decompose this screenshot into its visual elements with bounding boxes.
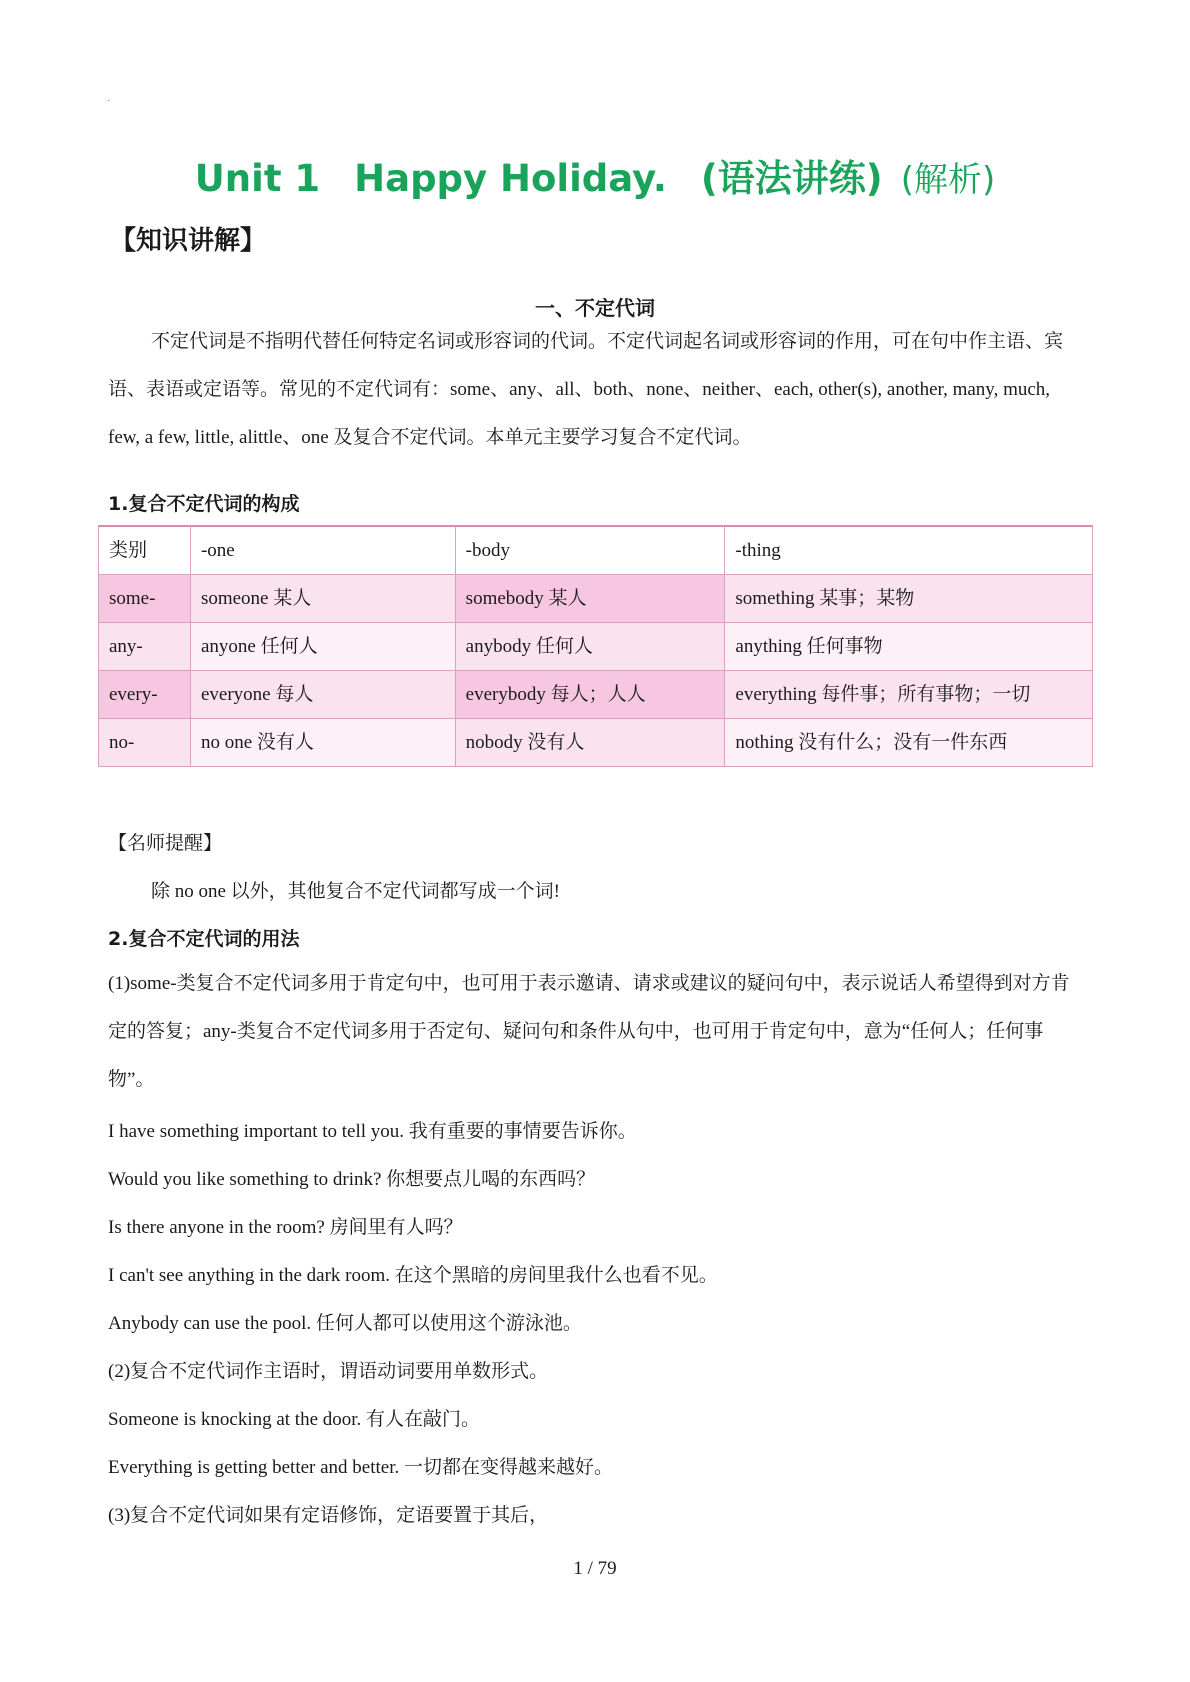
table-header-cell: -body: [455, 526, 725, 575]
table-row: [99, 575, 1093, 623]
title-light-suffix: (解析): [900, 160, 996, 200]
table-header-row: [99, 526, 1093, 575]
usage-paragraph-3: (3)复合不定代词如果有定语修饰，定语要置于其后，: [108, 1505, 549, 1526]
table-cell: something 某事；某物: [725, 575, 1093, 623]
table-row: [99, 671, 1093, 719]
table-cell: some-: [99, 575, 191, 623]
title-name: Happy Holiday.: [354, 157, 667, 200]
table-cell: someone 某人: [190, 575, 455, 623]
table-header-cell: -thing: [725, 526, 1093, 575]
heading-usage: 2.复合不定代词的用法: [108, 928, 300, 950]
example-sentence: I can't see anything in the dark room. 在这个黑暗的房间里我什么也看不见。: [108, 1265, 718, 1286]
table-cell: nobody 没有人: [455, 719, 725, 767]
document-title: [0, 148, 1190, 202]
table-cell: every-: [99, 671, 191, 719]
section-title: 【知识讲解】: [110, 226, 267, 256]
table-cell: anyone 任何人: [190, 623, 455, 671]
table-cell: anybody 任何人: [455, 623, 725, 671]
subsection-title: 一、不定代词: [535, 296, 655, 320]
table-row: [99, 623, 1093, 671]
example-sentence: I have something important to tell you. 我有重要的事情要告诉你。: [108, 1121, 637, 1142]
table-cell: anything 任何事物: [725, 623, 1093, 671]
pronoun-table: [98, 525, 1093, 767]
example-sentence: Someone is knocking at the door. 有人在敲门。: [108, 1409, 481, 1430]
usage-paragraph-1: (1)some-类复合不定代词多用于肯定句中，也可用于表示邀请、请求或建议的疑问句中，表示说话人希望得到对方肯定的答复；any-类复合不定代词多用于否定句、疑问句和条件从句中，也可用于肯定句中，意为“任何人；任何事物”。: [108, 973, 1070, 1090]
page-mark: ·: [107, 96, 111, 107]
table-header-cell: 类别: [99, 526, 191, 575]
table-cell: everyone 每人: [190, 671, 455, 719]
title-unit: Unit 1: [194, 157, 321, 200]
heading-composition: 1.复合不定代词的构成: [108, 493, 300, 515]
table-cell: somebody 某人: [455, 575, 725, 623]
example-sentence: Is there anyone in the room? 房间里有人吗？: [108, 1217, 463, 1238]
usage-paragraph-2: (2)复合不定代词作主语时，谓语动词要用单数形式。: [108, 1361, 549, 1382]
table-row: [99, 719, 1093, 767]
table-header-cell: -one: [190, 526, 455, 575]
table-cell: everybody 每人；人人: [455, 671, 725, 719]
table-cell: no-: [99, 719, 191, 767]
example-sentence: Would you like something to drink? 你想要点儿喝的东西吗？: [108, 1169, 596, 1190]
table-cell: no one 没有人: [190, 719, 455, 767]
example-sentence: Everything is getting better and better. 一切都在变得越来越好。: [108, 1457, 614, 1478]
page-number: 1 / 79: [573, 1558, 617, 1579]
intro-paragraph: 不定代词是不指明代替任何特定名词或形容词的代词。不定代词起名词或形容词的作用，可在句中作主语、宾语、表语或定语等。常见的不定代词有：some、any、all、both、none、neither、each, other(s), another, many, much, few, a few, little, alittle、one 及复合不定代词。本单元主要学习复合不定代词。: [108, 331, 1064, 448]
title-bold-suffix: (语法讲练): [700, 157, 883, 200]
tip-text: 除 no one 以外，其他复合不定代词都写成一个词!: [151, 881, 561, 902]
example-sentence: Anybody can use the pool. 任何人都可以使用这个游泳池。: [108, 1313, 582, 1334]
table-cell: everything 每件事；所有事物；一切: [725, 671, 1093, 719]
table-cell: nothing 没有什么；没有一件东西: [725, 719, 1093, 767]
table-cell: any-: [99, 623, 191, 671]
tip-label: 【名师提醒】: [108, 832, 223, 854]
